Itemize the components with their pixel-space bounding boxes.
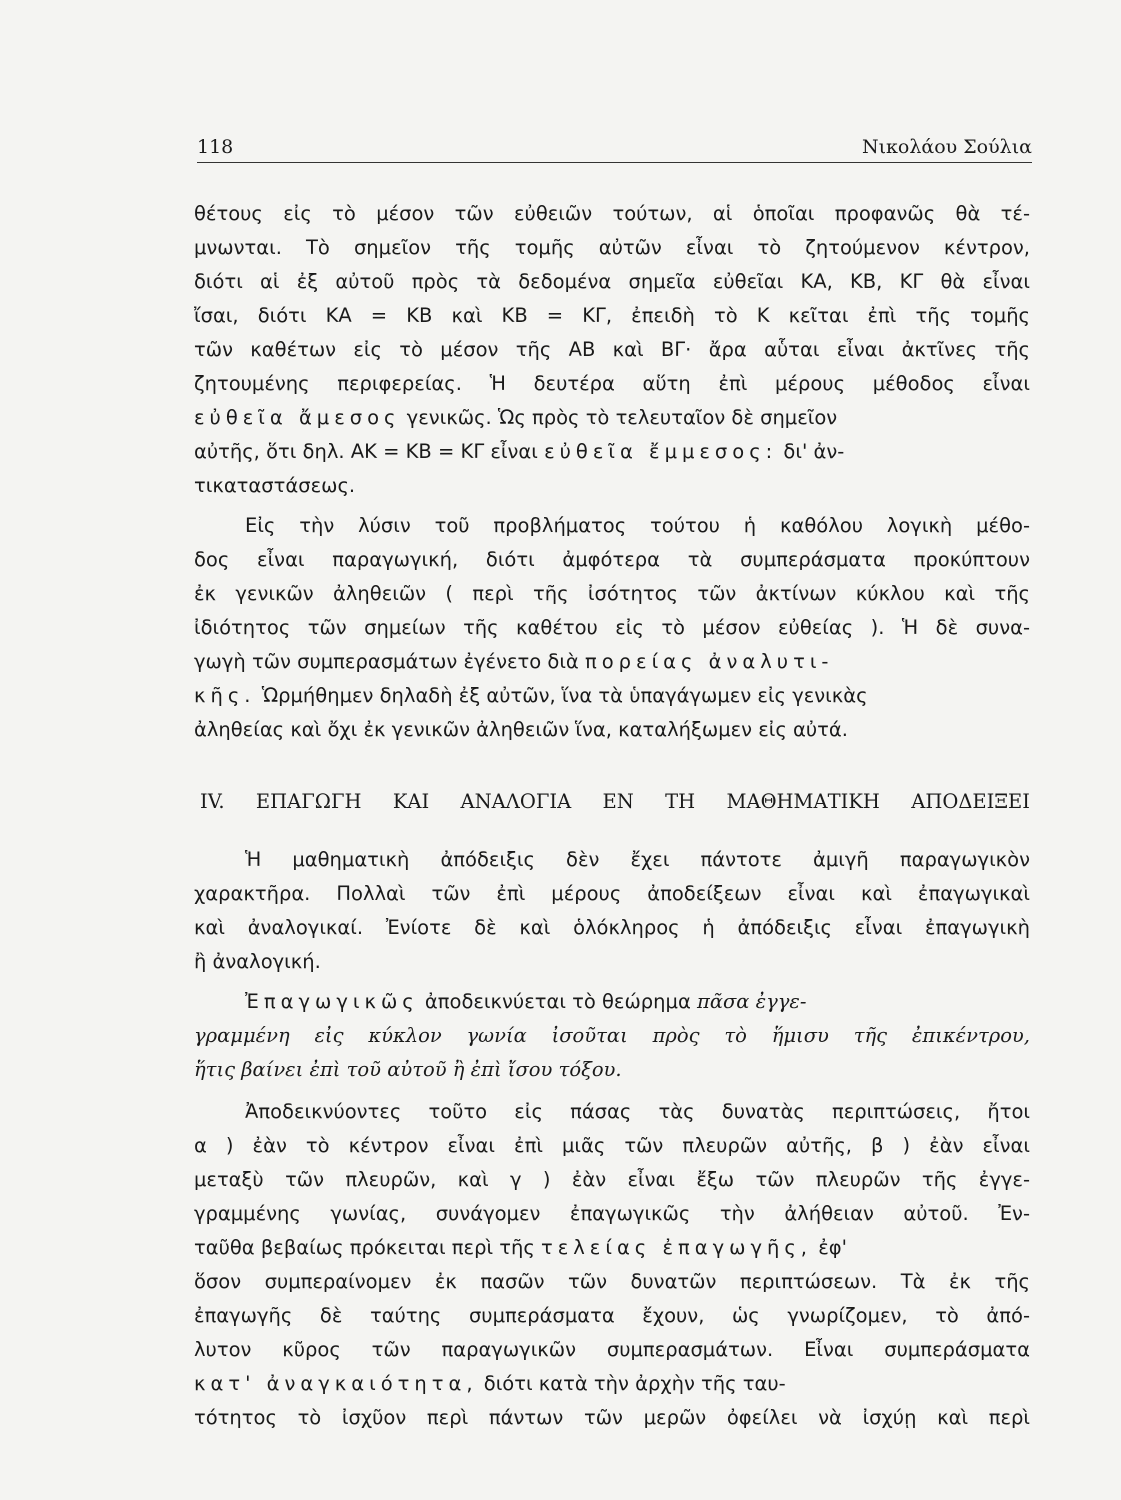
spaced-emphasis: εὐθεῖα ἄμεσος <box>194 406 401 429</box>
italic-theorem: πᾶσα ἐγγε- <box>697 990 807 1013</box>
spaced-emphasis: Ἐπαγωγικῶς <box>245 990 419 1013</box>
text-line <box>245 988 1030 1016</box>
text-line: ἢ ἀναλογική. <box>194 950 321 973</box>
page-number: 118 <box>197 136 234 158</box>
text-line <box>194 648 1030 676</box>
page-header <box>197 132 1032 163</box>
italic-theorem-line: γραμμένη εἰς κύκλον γωνία ἰσοῦται πρὸς τὸ ἥμισυ τῆς ἐπικέντρου, <box>194 1024 1030 1047</box>
text-span: γενικῶς. Ὡς πρὸς τὸ τελευταῖον δὲ σημεῖον <box>400 406 838 429</box>
section-heading: IV. ΕΠΑΓΩΓΗ ΚΑΙ ΑΝΑΛΟΓΙΑ ΕΝ ΤΗ ΜΑΘΗΜΑΤΙΚΗ ΑΠΟΔΕΙΞΕΙ <box>200 790 1030 813</box>
text-line: λυτον κῦρος τῶν παραγωγικῶν συμπερασμάτων. Εἶναι συμπεράσματα <box>194 1338 1030 1361</box>
text-line: ἐπαγωγῆς δὲ ταύτης συμπεράσματα ἔχουν, ὡς γνωρίζομεν, τὸ ἀπό- <box>194 1304 1030 1327</box>
text-line: τῶν καθέτων εἰς τὸ μέσον τῆς ΑΒ καὶ ΒΓ· ἄρα αὗται εἶναι ἀκτῖνες τῆς <box>194 338 1030 361</box>
text-line: Εἰς τὴν λύσιν τοῦ προβλήματος τούτου ἡ καθόλου λογικὴ μέθο- <box>245 514 1030 537</box>
text-line: διότι αἱ ἐξ αὐτοῦ πρὸς τὰ δεδομένα σημεῖα εὐθεῖαι ΚΑ, ΚΒ, ΚΓ θὰ εἶναι <box>194 270 1030 293</box>
text-span: δι' ἀν- <box>777 440 845 463</box>
text-line: χαρακτῆρα. Πολλαὶ τῶν ἐπὶ μέρους ἀποδείξεων εἶναι καὶ ἐπαγωγικαὶ <box>194 882 1030 905</box>
text-line <box>194 438 1030 466</box>
text-line: α ) ἐὰν τὸ κέντρον εἶναι ἐπὶ μιᾶς τῶν πλευρῶν αὐτῆς, β ) ἐὰν εἶναι <box>194 1134 1030 1157</box>
text-line: ἰδιότητος τῶν σημείων τῆς καθέτου εἰς τὸ μέσον εὐθείας ). Ἡ δὲ συνα- <box>194 616 1030 639</box>
spaced-emphasis: πορείας ἀναλυτι- <box>584 650 834 673</box>
text-line: ὅσον συμπεραίνομεν ἐκ πασῶν τῶν δυνατῶν περιπτώσεων. Τὰ ἐκ τῆς <box>194 1270 1030 1293</box>
text-span: διότι κατὰ τὴν ἀρχὴν τῆς ταυ- <box>477 1372 786 1395</box>
text-line: Ἀποδεικνύοντες τοῦτο εἰς πάσας τὰς δυνατὰς περιπτώσεις, ἤτοι <box>245 1100 1030 1123</box>
running-head: Νικολάου Σούλια <box>861 136 1032 158</box>
text-line <box>194 682 1030 710</box>
spaced-emphasis: κατ' ἀναγκαιότητα, <box>194 1372 478 1395</box>
text-line: γραμμένης γωνίας, συνάγομεν ἐπαγωγικῶς τὴν ἀλήθειαν αὐτοῦ. Ἐν- <box>194 1202 1030 1225</box>
text-line: μνωνται. Τὸ σημεῖον τῆς τομῆς αὐτῶν εἶναι τὸ ζητούμενον κέντρον, <box>194 236 1030 259</box>
spaced-emphasis: κῆς. <box>194 684 256 707</box>
text-span: αὐτῆς, ὅτι δηλ. ΑΚ = ΚΒ = ΚΓ εἶναι <box>194 440 545 463</box>
text-line: τότητος τὸ ἰσχῦον περὶ πάντων τῶν μερῶν ὀφείλει νὰ ἰσχύῃ καὶ περὶ <box>194 1406 1030 1429</box>
spaced-emphasis: εὐθεῖα ἔμμεσος: <box>544 440 778 463</box>
text-span: γωγὴ τῶν συμπερασμάτων ἐγένετο διὰ <box>194 650 585 673</box>
text-line: Ἡ μαθηματικὴ ἀπόδειξις δὲν ἔχει πάντοτε ἀμιγῆ παραγωγικὸν <box>245 848 1030 871</box>
text-line <box>194 1370 1030 1398</box>
text-line: τικαταστάσεως. <box>194 474 356 497</box>
text-line <box>194 404 1030 432</box>
text-span: ταῦθα βεβαίως πρόκειται περὶ τῆς <box>194 1236 541 1259</box>
text-line: καὶ ἀναλογικαί. Ἐνίοτε δὲ καὶ ὁλόκληρος ἡ ἀπόδειξις εἶναι ἐπαγωγικὴ <box>194 916 1030 939</box>
spaced-emphasis: τελείας ἐπαγωγῆς, <box>540 1236 812 1259</box>
text-span: ἐφ' <box>812 1236 847 1259</box>
text-span: Ὡρμήθημεν δηλαδὴ ἐξ αὐτῶν, ἵνα τὰ ὑπαγάγωμεν εἰς γενικὰς <box>255 684 868 707</box>
text-line: ζητουμένης περιφερείας. Ἡ δευτέρα αὕτη ἐπὶ μέρους μέθοδος εἶναι <box>194 372 1030 395</box>
text-line: ἀληθείας καὶ ὄχι ἐκ γενικῶν ἀληθειῶν ἵνα, καταλήξωμεν εἰς αὐτά. <box>194 718 848 741</box>
text-line <box>194 1234 1030 1262</box>
italic-theorem-line: ἥτις βαίνει ἐπὶ τοῦ αὐτοῦ ἢ ἐπὶ ἴσου τόξου. <box>194 1058 622 1081</box>
text-line: θέτους εἰς τὸ μέσον τῶν εὐθειῶν τούτων, αἱ ὁποῖαι προφανῶς θὰ τέ- <box>194 202 1030 225</box>
text-line: ἐκ γενικῶν ἀληθειῶν ( περὶ τῆς ἰσότητος τῶν ἀκτίνων κύκλου καὶ τῆς <box>194 582 1030 605</box>
text-line: μεταξὺ τῶν πλευρῶν, καὶ γ ) ἐὰν εἶναι ἔξω τῶν πλευρῶν τῆς ἐγγε- <box>194 1168 1030 1191</box>
text-span: ἀποδεικνύεται τὸ θεώρημα <box>418 990 697 1013</box>
text-line: ἴσαι, διότι ΚΑ = ΚΒ καὶ ΚΒ = ΚΓ, ἐπειδὴ τὸ Κ κεῖται ἐπὶ τῆς τομῆς <box>194 304 1030 327</box>
text-line: δος εἶναι παραγωγική, διότι ἀμφότερα τὰ συμπεράσματα προκύπτουν <box>194 548 1030 571</box>
